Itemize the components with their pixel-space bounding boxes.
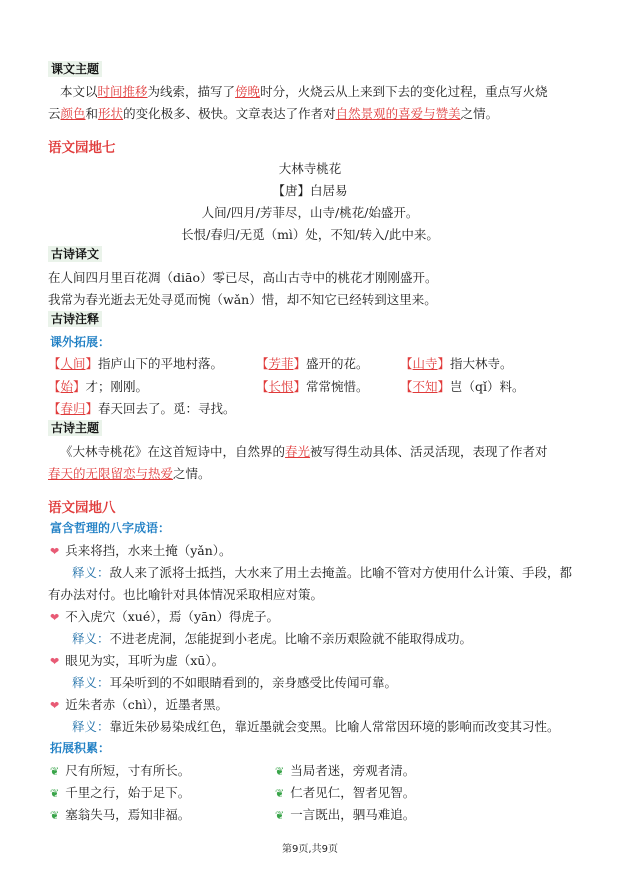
idiom-item: ❤ 眼见为实，耳听为虚（xū）。 bbox=[50, 653, 225, 668]
heart-icon: ❤ bbox=[50, 545, 60, 558]
poem-theme-line-1: 《大林寺桃花》在这首短诗中，自然界的春光被写得生动具体、活灵活现，表现了作者对 bbox=[60, 444, 548, 459]
leaf-icon: ❦ bbox=[50, 787, 60, 800]
theme-line-1: 本文以时间推移为线索，描写了傍晚时分，火烧云从上来到下去的变化过程，重点写火烧 bbox=[60, 84, 548, 99]
gloss-item: 【始】才；刚刚。 bbox=[48, 379, 149, 394]
saying-item: ❦ 千里之行，始于足下。 bbox=[50, 785, 191, 800]
section-tag-poem-theme: 古诗主题 bbox=[48, 420, 102, 436]
leaf-icon: ❦ bbox=[50, 765, 60, 778]
saying-item: ❦ 当局者迷，旁观者清。 bbox=[275, 763, 416, 778]
leaf-icon: ❦ bbox=[50, 809, 60, 822]
heart-icon: ❤ bbox=[50, 699, 60, 712]
section-tag-translation: 古诗译文 bbox=[48, 246, 102, 262]
gloss-item: 【不知】岂（qǐ）料。 bbox=[400, 379, 525, 394]
theme-line-2: 云颜色和形状的变化极多、极快。文章表达了作者对自然景观的喜爱与赞美之情。 bbox=[48, 106, 499, 121]
translation-line-2: 我常为春光逝去无处寻觅而惋（wǎn）惜，却不知它已经转到这里来。 bbox=[48, 292, 437, 307]
extended-accumulation-heading: 拓展积累： bbox=[50, 741, 111, 755]
gloss-item: 【春归】春天回去了。觅：寻找。 bbox=[48, 401, 236, 416]
saying-item: ❦ 仁者见仁，智者见智。 bbox=[275, 785, 416, 800]
page-number: 第9页,共9页 bbox=[282, 844, 338, 855]
saying-item: ❦ 尺有所短，寸有所长。 bbox=[50, 763, 191, 778]
gloss-item: 【芳菲】盛开的花。 bbox=[256, 356, 369, 371]
idiom-explanation: 释义：不进老虎洞，怎能捉到小老虎。比喻不亲历艰险就不能取得成功。 bbox=[72, 631, 473, 646]
leaf-icon: ❦ bbox=[275, 787, 285, 800]
idiom-explanation: 释义：靠近朱砂易染成红色，靠近墨就会变黑。比喻人常常因环境的影响而改变其习性。 bbox=[72, 719, 560, 734]
poem-line-2: 长恨/春归/无觅（mì）处，不知/转入/此中来。 bbox=[181, 227, 439, 242]
section-tag-notes: 古诗注释 bbox=[48, 311, 102, 327]
idiom-explanation-cont: 有办法对付。也比喻针对具体情况采取相应对策。 bbox=[48, 587, 324, 602]
translation-line-1: 在人间四月里百花凋（diāo）零已尽，高山古寺中的桃花才刚刚盛开。 bbox=[48, 270, 438, 285]
leaf-icon: ❦ bbox=[275, 765, 285, 778]
poem-line-1: 人间/四月/芳菲尽，山寺/桃花/始盛开。 bbox=[201, 205, 419, 220]
idiom-explanation: 释义：耳朵听到的不如眼睛看到的，亲身感受比传闻可靠。 bbox=[72, 675, 398, 690]
idiom-explanation: 释义：敌人来了派将士抵挡，大水来了用土去掩盖。比喻不管对方使用什么计策、手段，都 bbox=[72, 565, 573, 580]
idiom-item: ❤ 兵来将挡，水来土掩（yǎn）。 bbox=[50, 543, 232, 558]
gloss-item: 【山寺】指大林寺。 bbox=[400, 356, 513, 371]
saying-item: ❦ 塞翁失马，焉知非福。 bbox=[50, 807, 191, 822]
philosophy-idioms-heading: 富含哲理的八字成语： bbox=[50, 521, 171, 535]
gloss-item: 【长恨】常常惋惜。 bbox=[256, 379, 369, 394]
idiom-item: ❤ 近朱者赤（chì），近墨者黑。 bbox=[50, 697, 229, 712]
heart-icon: ❤ bbox=[50, 655, 60, 668]
extension-heading: 课外拓展： bbox=[50, 335, 111, 349]
section-title-garden-8: 语文园地八 bbox=[48, 500, 116, 516]
idiom-item: ❤ 不入虎穴（xué），焉（yān）得虎子。 bbox=[50, 609, 280, 624]
saying-item: ❦ 一言既出，驷马难追。 bbox=[275, 807, 416, 822]
poem-title: 大林寺桃花 bbox=[278, 161, 342, 176]
heart-icon: ❤ bbox=[50, 611, 60, 624]
poem-theme-line-2: 春天的无限留恋与热爱之情。 bbox=[48, 466, 211, 481]
leaf-icon: ❦ bbox=[275, 809, 285, 822]
gloss-item: 【人间】指庐山下的平地村落。 bbox=[48, 356, 224, 371]
section-tag-lesson-theme: 课文主题 bbox=[48, 61, 102, 77]
poem-author: 【唐】白居易 bbox=[272, 183, 348, 198]
section-title-garden-7: 语文园地七 bbox=[48, 140, 116, 156]
